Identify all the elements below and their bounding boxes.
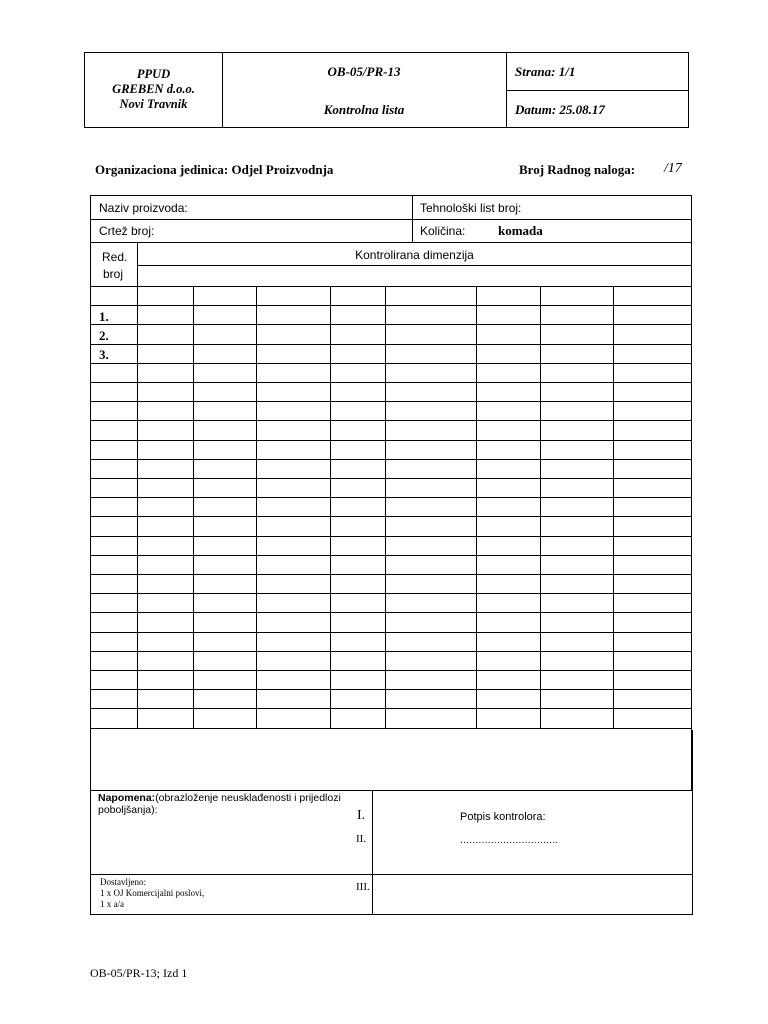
grid-row-line — [90, 670, 692, 671]
tech-sheet-label: Tehnološki list broj: — [420, 201, 522, 215]
red-label: Red. — [102, 250, 128, 264]
drawing-number-label: Crtež broj: — [99, 224, 155, 238]
grid-column-line — [193, 286, 194, 728]
row-number-1: 1. — [99, 309, 109, 324]
grid-row-line — [90, 363, 692, 364]
control-table — [90, 195, 693, 915]
grid-row-line — [90, 478, 692, 479]
dimension-header: Kontrolirana dimenzija — [355, 248, 474, 262]
document-title: Kontrolna lista — [323, 102, 405, 117]
roman-two: II. — [356, 833, 367, 845]
grid-row-line — [90, 612, 692, 613]
grid-row-line — [90, 305, 692, 306]
roman-three: III. — [356, 881, 370, 893]
grid-column-line — [540, 286, 541, 728]
grid-row-line — [90, 516, 692, 517]
page-number: Strana: 1/1 — [515, 64, 576, 79]
grid-column-line — [330, 286, 331, 728]
grid-row-line — [90, 344, 692, 345]
grid-row-line — [90, 286, 692, 287]
notes-label — [98, 792, 358, 816]
work-order-value: /17 — [664, 161, 682, 176]
grid-row-line — [90, 440, 692, 441]
document-header — [84, 52, 689, 128]
grid-column-line — [476, 286, 477, 728]
company-name — [85, 67, 222, 112]
grid-row-line — [90, 497, 692, 498]
grid-column-line — [385, 286, 386, 728]
grid-row-line — [90, 536, 692, 537]
signature-label: Potpis kontrolora: — [460, 811, 546, 823]
company-line-1: PPUD — [136, 67, 171, 81]
grid-row-line — [90, 728, 692, 729]
work-order-label: Broj Radnog naloga: — [519, 162, 636, 177]
quantity-unit: komada — [498, 223, 543, 238]
grid-row-line — [90, 651, 692, 652]
grid-row-line — [90, 593, 692, 594]
grid-row-line — [90, 401, 692, 402]
notes-label-bold: Napomena: — [98, 792, 156, 804]
grid-row-line — [90, 382, 692, 383]
document-date: Datum: 25.08.17 — [515, 102, 605, 117]
grid-column-line — [137, 286, 138, 728]
row-number-2: 2. — [99, 328, 109, 343]
roman-one: I. — [357, 808, 366, 823]
grid-row-line — [90, 555, 692, 556]
grid-row-line — [90, 689, 692, 690]
grid-column-line — [256, 286, 257, 728]
grid-row-line — [90, 459, 692, 460]
row-number-3: 3. — [99, 347, 109, 362]
grid-row-line — [90, 574, 692, 575]
company-line-2: GREBEN d.o.o. — [112, 82, 195, 96]
company-line-3: Novi Travnik — [119, 97, 188, 111]
grid-column-line — [613, 286, 614, 728]
footer-code: OB-05/PR-13; Izd 1 — [90, 966, 188, 980]
grid-row-line — [90, 324, 692, 325]
delivered-title: Dostavljeno: — [100, 877, 146, 887]
document-code: OB-05/PR-13 — [327, 64, 401, 79]
product-name-label: Naziv proizvoda: — [99, 201, 188, 215]
grid-row-line — [90, 420, 692, 421]
signature-line: ................................ — [460, 835, 559, 846]
delivered-line-2: 1 x a/a — [100, 899, 124, 909]
delivered-block — [100, 877, 204, 910]
grid-row-line — [90, 632, 692, 633]
broj-label: broj — [103, 267, 124, 281]
quantity-label: Količina: — [420, 224, 466, 238]
org-unit: Organizaciona jedinica: Odjel Proizvodnja — [95, 162, 334, 177]
delivered-line-1: 1 x OJ Komercijalni poslovi, — [100, 888, 205, 898]
notes-label-text: (obrazloženje neusklađenosti i prijedlozi poboljšanja): — [98, 792, 341, 816]
grid-row-line — [90, 708, 692, 709]
